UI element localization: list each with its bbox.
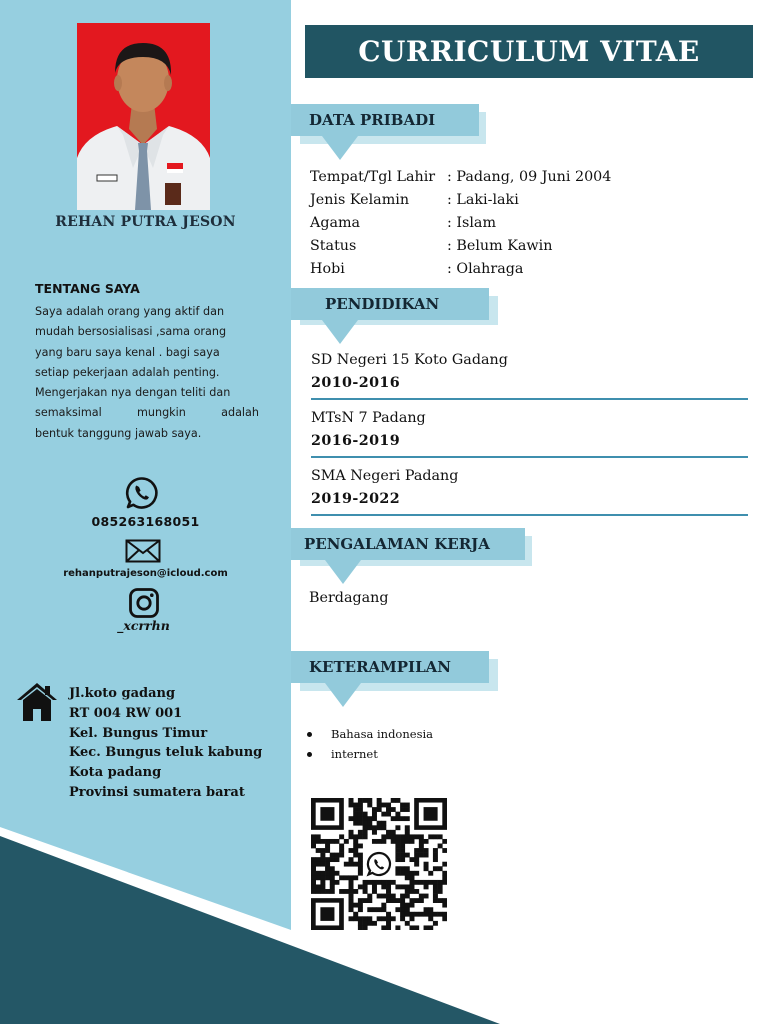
- cv-title: CURRICULUM VITAE: [305, 25, 753, 78]
- email-address[interactable]: rehanputrajeson@icloud.com: [63, 568, 228, 579]
- skill-label: Bahasa indonesia: [331, 727, 434, 741]
- section-header-personal: [291, 104, 487, 166]
- address-line: Kel. Bungus Timur: [69, 725, 208, 741]
- personal-label: Tempat/Tgl Lahir: [310, 169, 436, 185]
- portrait-image: [77, 23, 210, 210]
- about-text: [35, 302, 259, 444]
- address-line: RT 004 RW 001: [69, 705, 183, 721]
- qr-code[interactable]: [311, 798, 447, 930]
- personal-label: Jenis Kelamin: [310, 192, 410, 208]
- personal-value: : Padang, 09 Juni 2004: [447, 169, 612, 185]
- qr-whatsapp-icon: [365, 850, 393, 878]
- section-title: PENGALAMAN KERJA: [304, 535, 490, 553]
- address-block: [69, 684, 262, 803]
- phone-number[interactable]: 085263168051: [91, 514, 200, 529]
- personal-label: Hobi: [310, 261, 345, 277]
- education-school: MTsN 7 Padang: [311, 410, 426, 426]
- section-title: DATA PRIBADI: [309, 111, 436, 129]
- education-divider: [311, 456, 748, 458]
- education-divider: [311, 514, 748, 516]
- skill-item: [305, 724, 433, 744]
- about-title: TENTANG SAYA: [35, 281, 140, 296]
- address-line: Kota padang: [69, 765, 162, 781]
- personal-value: : Olahraga: [447, 261, 524, 277]
- about-line: Saya adalah orang yang aktif dan: [35, 305, 225, 318]
- about-line: mudah bersosialisasi ,sama orang: [35, 325, 227, 339]
- section-title: KETERAMPILAN: [309, 658, 451, 676]
- about-word: semaksimal: [35, 406, 102, 420]
- about-line: setiap pekerjaan adalah penting.: [35, 365, 220, 379]
- education-years: 2010-2016: [311, 375, 401, 391]
- section-header-education: [291, 288, 499, 350]
- skills-list: [305, 724, 433, 764]
- whatsapp-icon: [125, 476, 159, 510]
- about-line: [35, 403, 259, 423]
- about-word: adalah: [221, 406, 259, 420]
- address-line: Provinsi sumatera barat: [69, 784, 245, 800]
- profile-name: REHAN PUTRA JESON: [55, 214, 236, 230]
- education-divider: [311, 398, 748, 400]
- education-years: 2016-2019: [311, 433, 401, 449]
- about-line: yang baru saya kenal . bagi saya: [35, 345, 220, 359]
- education-school: SMA Negeri Padang: [311, 468, 459, 484]
- personal-label: Agama: [310, 215, 361, 231]
- instagram-icon: [128, 587, 160, 619]
- home-icon: [15, 681, 59, 722]
- instagram-handle[interactable]: _xcrrhn: [117, 618, 170, 633]
- skill-label: internet: [331, 747, 378, 761]
- about-line: bentuk tanggung jawab saya.: [35, 426, 202, 440]
- envelope-icon: [125, 539, 161, 563]
- about-line: Mengerjakan nya dengan teliti dan: [35, 386, 231, 400]
- personal-value: : Islam: [447, 215, 496, 231]
- address-line: Kec. Bungus teluk kabung: [69, 745, 263, 761]
- profile-photo: [77, 23, 210, 210]
- personal-value: : Belum Kawin: [447, 238, 553, 254]
- education-school: SD Negeri 15 Koto Gadang: [311, 352, 508, 368]
- address-line: Jl.koto gadang: [69, 686, 176, 701]
- section-header-skills: [291, 651, 499, 713]
- personal-label: Status: [310, 238, 357, 254]
- section-header-experience: [291, 528, 533, 590]
- skill-item: [305, 744, 433, 764]
- personal-value: : Laki-laki: [447, 192, 519, 208]
- section-title: PENDIDIKAN: [325, 295, 440, 313]
- about-word: mungkin: [137, 406, 186, 420]
- experience-item: Berdagang: [309, 590, 389, 606]
- education-years: 2019-2022: [311, 491, 401, 507]
